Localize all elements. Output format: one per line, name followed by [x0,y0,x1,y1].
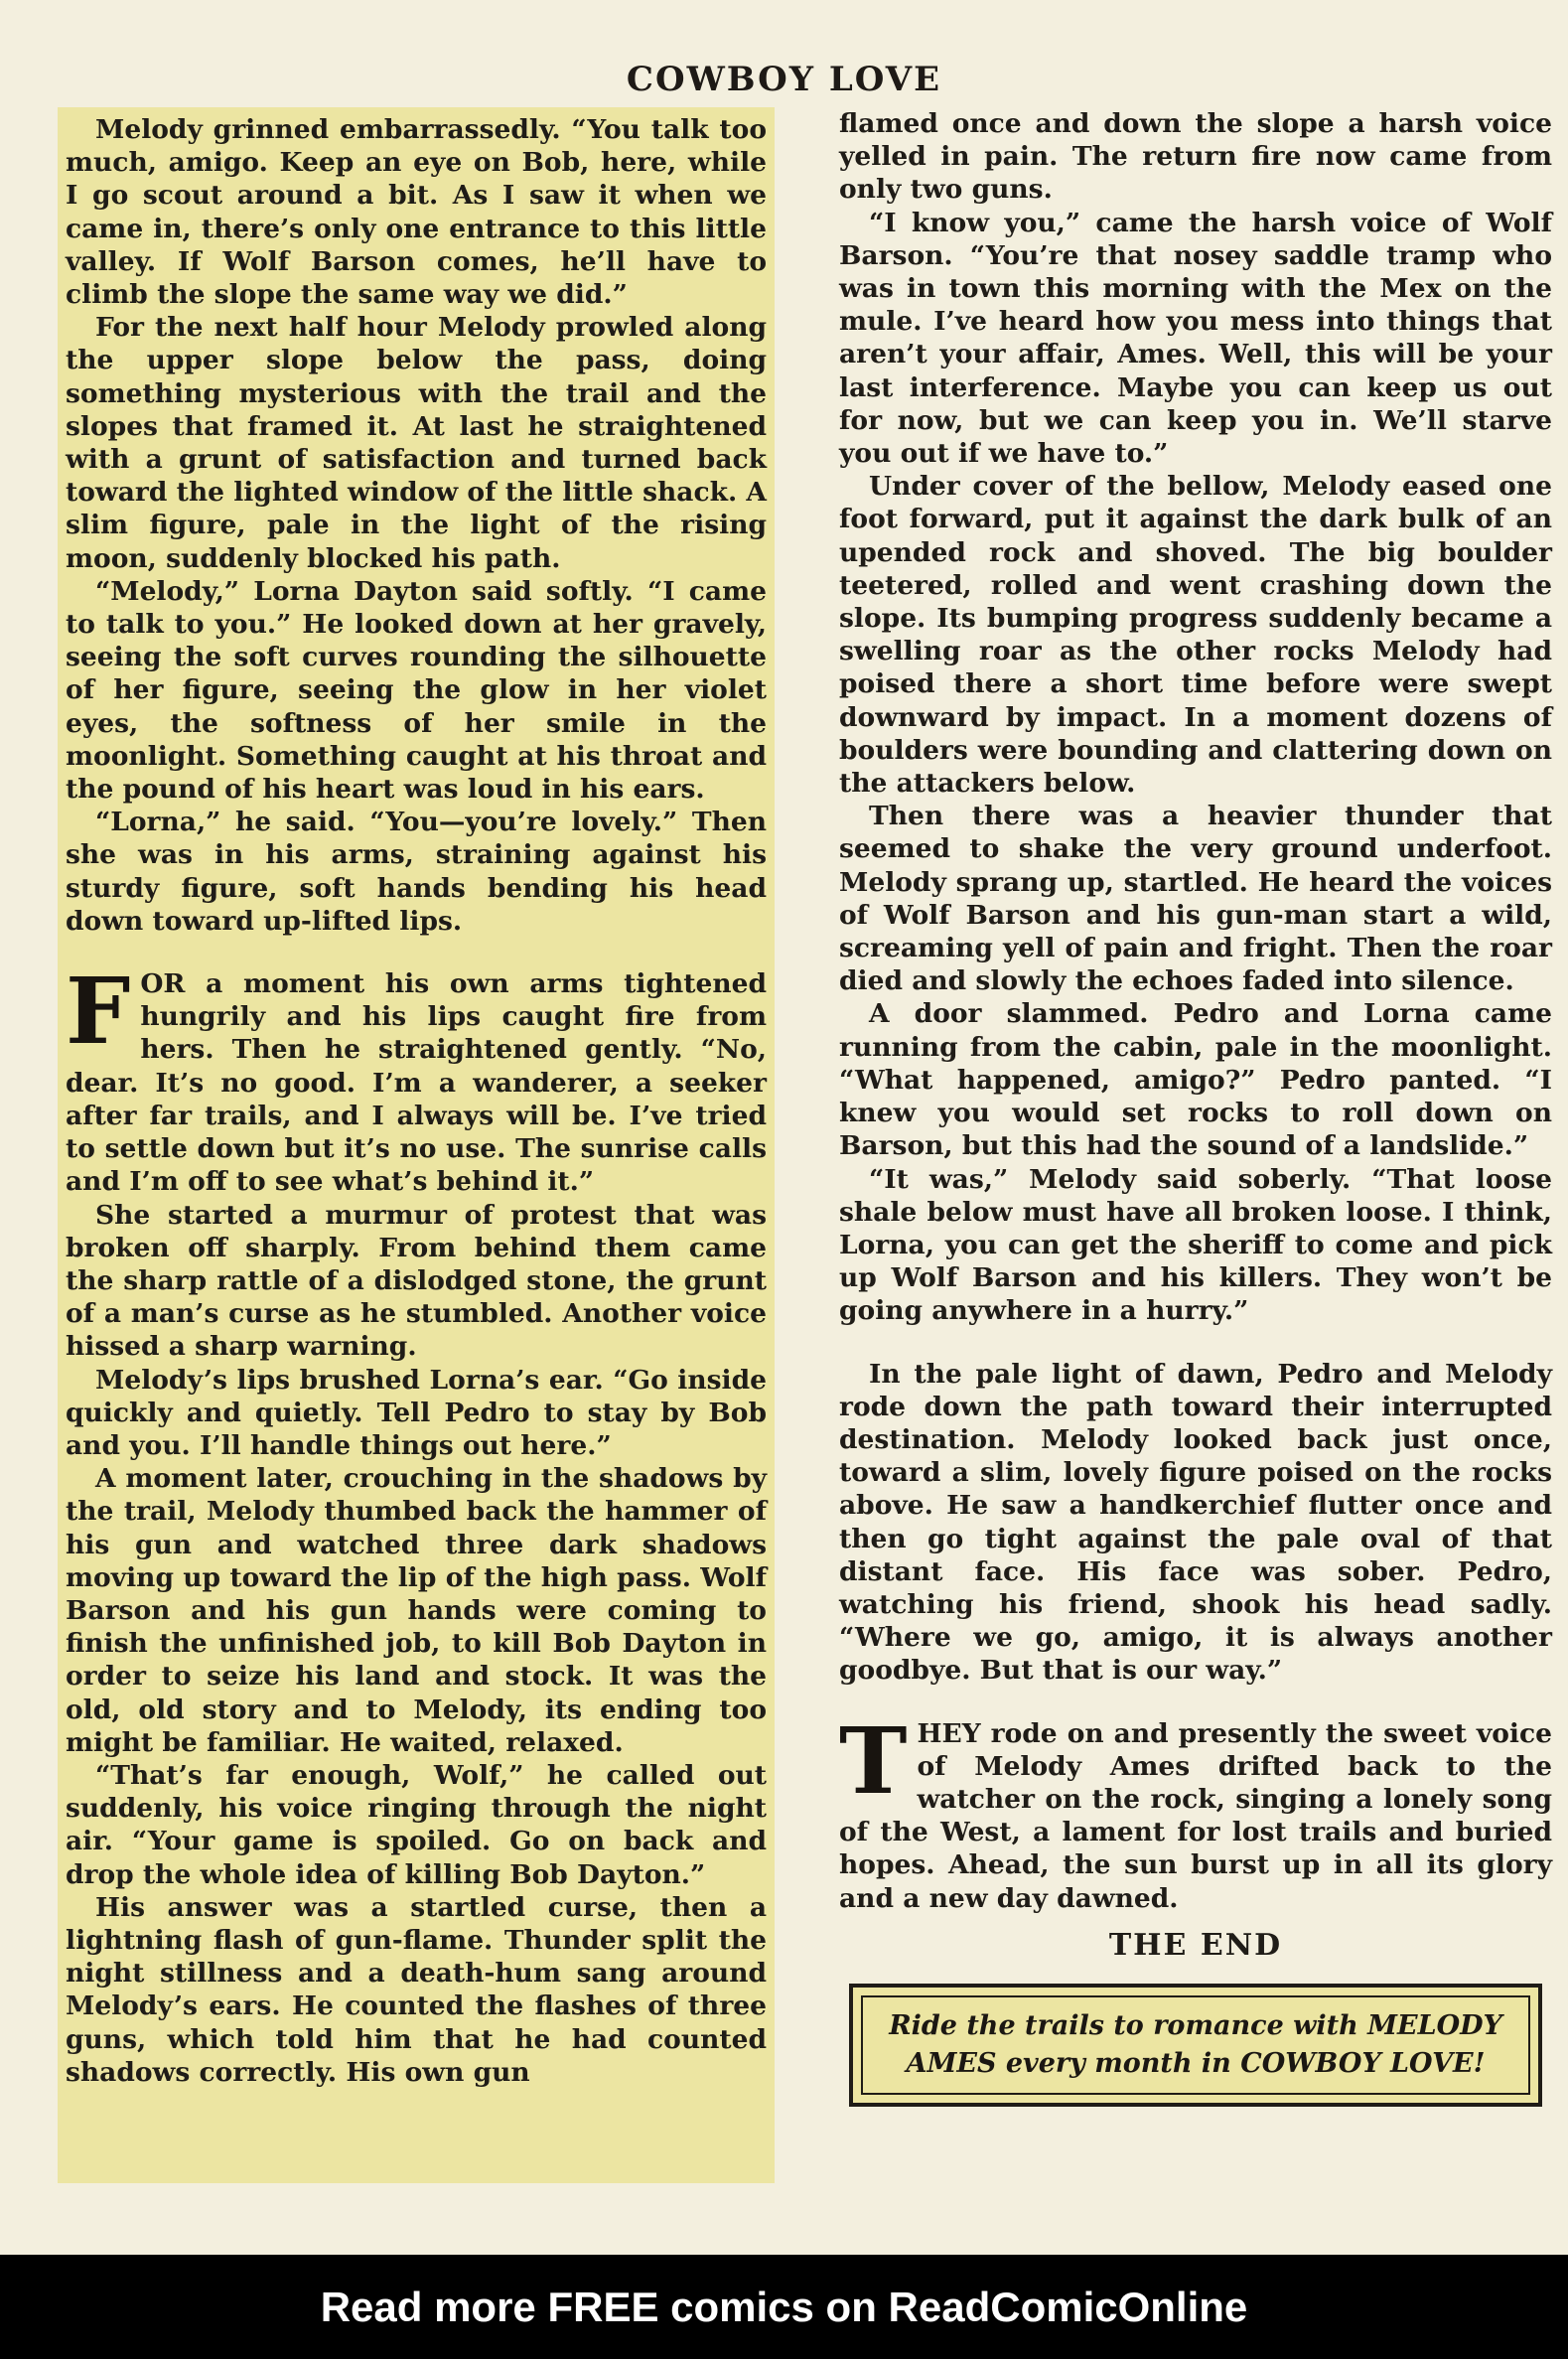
story-paragraph: “That’s far enough, Wolf,” he called out suddenly, his voice ringing through the night air. “Your game is spoiled. Go on back and drop the whole idea of killing Bob Dayton.” [66,1759,767,1890]
story-paragraph: “Lorna,” he said. “You—you’re lovely.” Then she was in his arms, straining against his sturdy figure, soft hands bending his head down toward up-lifted lips. [66,807,767,937]
dropcap-letter: F [66,958,131,1066]
story-paragraph: A door slammed. Pedro and Lorna came running from the cabin, pale in the moonlight. “What happened, amigo?” Pedro panted. “I knew you would set rocks to roll down on Barson, but this had the sound of a landslide.” [839,998,1552,1162]
story-paragraph: “Melody,” Lorna Dayton said softly. “I came to talk to you.” He looked down at her gravely, seeing the soft curves rounding the silhouette of her figure, seeing the glow in her violet eyes, the softness of her smile in the moonlight. Something caught at his throat and the pound of his heart was loud in his ears. [66,575,767,806]
right-column [839,107,1552,2107]
story-paragraph: Melody’s lips brushed Lorna’s ear. “Go inside quickly and quietly. Tell Pedro to stay by Bob and you. I’ll handle things out here.” [66,1364,767,1461]
dropcap-text: HEY rode on and presently the sweet voice of Melody Ames drifted back to the watcher on the rock, singing a lonely song of the West, a lament for lost trails and buried hopes. Ahead, the sun burst up in all its glory and a new day dawned. [839,1717,1552,1914]
story-paragraph: “It was,” Melody said soberly. “That loose shale below must have all broken loose. I think, Lorna, you can get the sheriff to come and pick up Wolf Barson and his killers. They won’t be going anywhere in a hurry.” [839,1163,1552,1327]
story-paragraph: “I know you,” came the harsh voice of Wolf Barson. “You’re that nosey saddle tramp who was in town this morning with the Mex on the mule. I’ve heard how you mess into things that aren’t your affair, Ames. Well, this will be your last interference. Maybe you can keep us out for now, but we can keep you in. We’ll starve you out if we have to.” [839,207,1552,470]
story-paragraph: For the next half hour Melody prowled along the upper slope below the pass, doing something mysterious with the trail and the slopes that framed it. At last he straightened with a grunt of satisfaction and turned back toward the lighted window of the little shack. A slim figure, pale in the light of the rising moon, suddenly blocked his path. [66,312,767,574]
story-paragraph: flamed once and down the slope a harsh voice yelled in pain. The return fire now came from only two guns. [839,108,1552,206]
dropcap-text: OR a moment his own arms tightened hungrily and his lips caught fire from hers. Then he straightened gently. “No, dear. It’s no good. I’m a wanderer, a seeker after far trails, and I always will be. I’ve tried to settle down but it’s no use. The sunrise calls and I’m off to see what’s behind it.” [66,968,767,1198]
section-break [839,1328,1552,1358]
page-title: COWBOY LOVE [626,60,942,99]
story-paragraph: Then there was a heavier thunder that seemed to shake the very ground underfoot. Melody sprang up, startled. He heard the voices of Wolf Barson and his gun-man start a wild, screaming yell of pain and fright. Then the roar died and slowly the echoes faded into silence. [839,801,1552,997]
dropcap-paragraph [66,958,767,1198]
story-paragraph: Under cover of the bellow, Melody eased one foot forward, put it against the dark bulk of an upended rock and shoved. The big boulder teetered, rolled and went crashing down the slope. Its bumping progress suddenly became a swelling roar as the other rocks Melody had poised there a short time before were swept downward by impact. In a moment dozens of boulders were bounding and clattering down on the attackers below. [839,471,1552,800]
story-paragraph: His answer was a startled curse, then a lightning flash of gun-flame. Thunder split the night stillness and a death-hum sang around Melody’s ears. He counted the flashes of three guns, which told him that he had counted shadows correctly. His own gun [66,1891,767,2088]
left-column [58,107,775,2183]
story-paragraph: A moment later, crouching in the shadows by the trail, Melody thumbed back the hammer of his gun and watched three dark shadows moving up toward the lip of the high pass. Wolf Barson and his gun hands were coming to finish the unfinished job, to kill Bob Dayton in order to seize his land and stock. It was the old, old story and to Melody, its ending too might be familiar. He waited, relaxed. [66,1463,767,1758]
dropcap-paragraph [839,1706,1552,1915]
promo-text: Ride the trails to romance with MELODY AMES every month in COWBOY LOVE! [861,1995,1530,2095]
promo-box [849,1984,1542,2107]
section-break [66,938,767,967]
footer-banner[interactable]: Read more FREE comics on ReadComicOnline [0,2255,1568,2359]
story-paragraph: In the pale light of dawn, Pedro and Melody rode down the path toward their interrupted destination. Melody looked back just once, toward a slim, lovely figure poised on the rocks above. He saw a handkerchief flutter once and then go tight against the pale oval of that distant face. His face was sober. Pedro, watching his friend, shook his head sadly. “Where we go, amigo, it is always another goodbye. But that is our way.” [839,1358,1552,1687]
story-paragraph: Melody grinned embarrassedly. “You talk too much, amigo. Keep an eye on Bob, here, while I go scout around a bit. As I saw it when we came in, there’s only one entrance to this little valley. If Wolf Barson comes, he’ll have to climb the slope the same way we did.” [66,114,767,311]
dropcap-letter: T [839,1706,908,1815]
story-paragraph: She started a murmur of protest that was broken off sharply. From behind them came the sharp rattle of a dislodged stone, the grunt of a man’s curse as he stumbled. Another voice hissed a sharp warning. [66,1199,767,1363]
section-break [839,1688,1552,1717]
the-end-label: THE END [1108,1927,1283,1963]
